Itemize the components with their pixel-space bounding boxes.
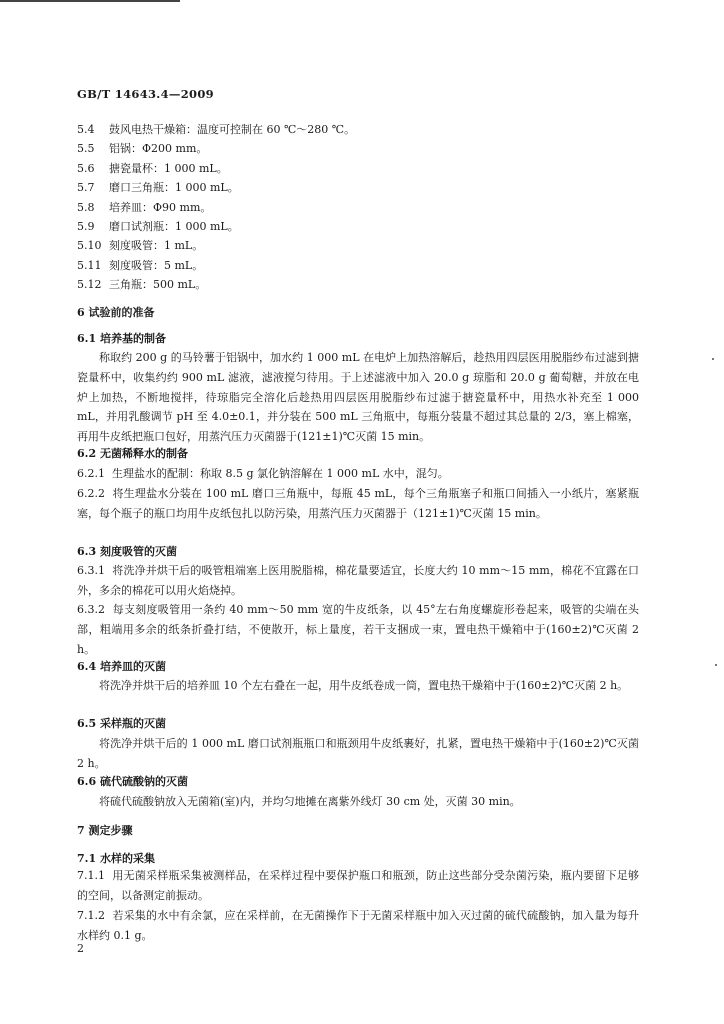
standard-code: GB/T 14643.4—2009 [77, 87, 214, 101]
clause-6-2-1: 6.2.1 生理盐水的配制：称取 8.5 g 氯化钠溶解在 1 000 mL 水中，混匀。 [77, 467, 449, 480]
section-6-3-heading: 6.3 刻度吸管的灭菌 [77, 545, 177, 558]
section-7-1-heading: 7.1 水样的采集 [77, 852, 155, 865]
section-6-1-body: 称取约 200 g 的马铃薯于铝锅中，加水约 1 000 mL 在电炉上加热溶解后，趁热用四层医用脱脂纱布过滤到搪瓷量杯中，收集约约 900 mL 滤液，滤液搅匀待用。于上述滤液中加入 20.0 g 琼脂和 20.0 g 葡萄糖，并放在电炉上加热，不断地搅拌，待琼脂完全溶化后趁热用四层医用脱脂纱布过滤于搪瓷量杯中，用热水补充至 1 000 mL，并用乳酸调节 pH 至 4.0±0.1，并分装在 500 mL 三角瓶中，每瓶分装量不超过其总量的 2/3，塞上棉塞，再用牛皮纸把瓶口包好，用蒸汽压力灭菌器于(121±1)℃灭菌 15 min。 [77, 351, 639, 444]
section-7-heading: 7 测定步骤 [77, 824, 133, 837]
section-6-6-body: 将硫代硫酸钠放入无菌箱(室)内，并均匀地摊在离紫外线灯 30 cm 处，灭菌 30 min。 [99, 795, 521, 808]
list-item: 5.6 搪瓷量杯：1 000 mL。 [77, 161, 228, 175]
section-6-5-heading: 6.5 采样瓶的灭菌 [77, 717, 166, 730]
list-item: 5.11 刻度吸管：5 mL。 [77, 258, 204, 272]
clause-7-1-1: 7.1.1 用无菌采样瓶采集被测样品，在采样过程中要保护瓶口和瓶颈，防止这些部分受杂菌污染，瓶内要留下足够的空间，以备测定前振动。 [77, 869, 640, 902]
scan-speck [712, 358, 714, 360]
clause-7-1-2: 7.1.2 若采集的水中有余氯，应在采样前，在无菌操作下于无菌采样瓶中加入灭过菌的硫代硫酸钠，加入量为每升水样约 0.1 g。 [77, 909, 640, 942]
list-item: 5.10 刻度吸管：1 mL。 [77, 239, 204, 253]
list-item: 5.5 铝锅：Φ200 mm。 [77, 142, 208, 156]
page-number: 2 [77, 942, 84, 955]
top-border-line [0, 0, 180, 2]
clause-6-3-1: 6.3.1 将洗净并烘干后的吸管粗端塞上医用脱脂棉，棉花量要适宜，长度大约 10 mm～15 mm，棉花不宜露在口外，多余的棉花可以用火焰烧掉。 [77, 564, 639, 597]
section-6-4-heading: 6.4 培养皿的灭菌 [77, 660, 166, 673]
clause-6-3-2: 6.3.2 每支刻度吸管用一条约 40 mm～50 mm 宽的牛皮纸条，以 45°左右角度螺旋形卷起来，吸管的尖端在头部，粗端用多余的纸条折叠打结，不使散开，标上量度，若干支捆成一束，置电热干燥箱中于(160±2)℃灭菌 2 h。 [77, 603, 639, 656]
section-6-5-body: 将洗净并烘干后的 1 000 mL 磨口试剂瓶瓶口和瓶颈用牛皮纸裹好，扎紧，置电热干燥箱中于(160±2)℃灭菌 2 h。 [77, 737, 639, 770]
list-item: 5.8 培养皿：Φ90 mm。 [77, 200, 212, 214]
section-6-6-heading: 6.6 硫代硫酸钠的灭菌 [77, 775, 188, 788]
list-item: 5.9 磨口试剂瓶：1 000 mL。 [77, 219, 239, 233]
section-6-4-body: 将洗净并烘干后的培养皿 10 个左右叠在一起，用牛皮纸卷成一筒，置电热干燥箱中于(160±2)℃灭菌 2 h。 [99, 679, 629, 692]
section-6-2-heading: 6.2 无菌稀释水的制备 [77, 447, 188, 460]
clause-6-2-2: 6.2.2 将生理盐水分装在 100 mL 磨口三角瓶中，每瓶 45 mL，每个三角瓶塞子和瓶口间插入一小纸片，塞紧瓶塞，每个瓶子的瓶口均用牛皮纸包扎以防污染，用蒸汽压力灭菌器于（121±1)℃灭菌 15 min。 [77, 487, 639, 520]
list-item: 5.7 磨口三角瓶：1 000 mL。 [77, 181, 239, 195]
section-6-heading: 6 试验前的准备 [77, 306, 155, 319]
scan-speck [715, 664, 717, 666]
equipment-list [77, 120, 647, 295]
list-item: 5.12 三角瓶：500 mL。 [77, 278, 207, 292]
section-6-1-heading: 6.1 培养基的制备 [77, 332, 166, 345]
list-item: 5.4 鼓风电热干燥箱：温度可控制在 60 ℃～280 ℃。 [77, 123, 356, 136]
